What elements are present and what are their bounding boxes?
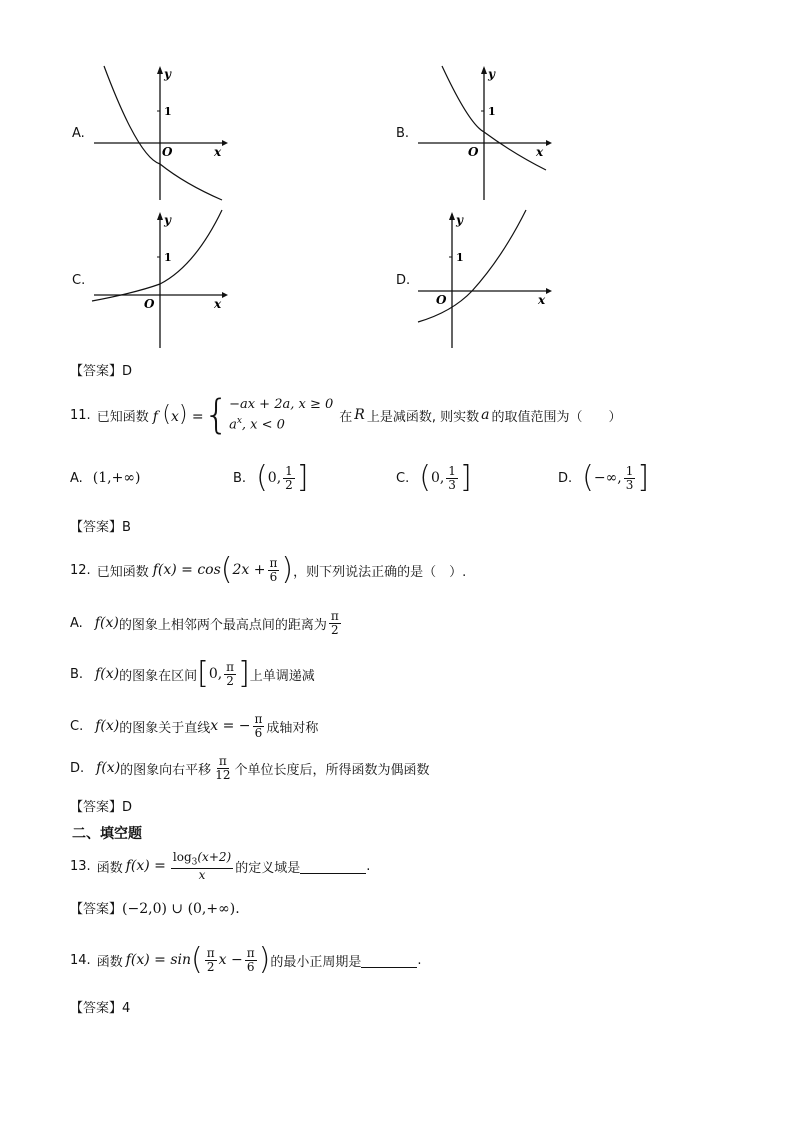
option-12-c bbox=[70, 706, 318, 746]
answer-value: D bbox=[122, 364, 133, 379]
text-fragment: 上是减函数, 则实数 bbox=[366, 409, 480, 425]
option-text: 成轴对称 bbox=[266, 720, 319, 736]
option-letter: A. bbox=[70, 470, 83, 486]
option-text: 的图象向右平移 bbox=[120, 762, 212, 778]
option-text: 的图象上相邻两个最高点间的距离为 bbox=[118, 617, 327, 633]
graph-b bbox=[414, 62, 554, 202]
question-13: 13. 函数 f(x) = $\frac{\log_3(x+2)}{x}$ 的定义域是 . bbox=[70, 849, 371, 882]
answer-value: 4 bbox=[122, 1001, 131, 1016]
answer-value: (−2,0) ∪ (0,+∞). bbox=[122, 901, 240, 917]
graph-c-tick: 1 bbox=[164, 251, 172, 264]
question-number: 14. bbox=[70, 952, 91, 968]
answer-label: 【答案】 bbox=[70, 1001, 123, 1016]
fraction-denominator: 2 bbox=[226, 673, 234, 688]
option-letter: D. bbox=[70, 760, 85, 776]
fraction-denominator: 3 bbox=[448, 477, 456, 492]
option-11-b: B. ( 0, $\frac{1}{2}$ ] bbox=[233, 460, 309, 495]
option-value: 0, bbox=[267, 470, 282, 486]
answer-value: B bbox=[122, 520, 131, 535]
answer-10 bbox=[70, 360, 132, 379]
fraction-denominator: 6 bbox=[269, 569, 278, 584]
graph-a-tick: 1 bbox=[164, 105, 172, 118]
graph-a-y-label: y bbox=[164, 67, 171, 81]
question-12: 12. 已知函数 f(x) = cos ( 2x + $\frac{\pi}{6}$ ) ，则下列说法正确的是（ ）. bbox=[70, 552, 467, 587]
question-text: 函数 bbox=[96, 954, 123, 970]
option-text: 上单调递减 bbox=[249, 668, 315, 684]
answer-label: 【答案】 bbox=[70, 364, 123, 379]
answer-value: D bbox=[122, 800, 133, 815]
option-letter: A. bbox=[70, 615, 83, 631]
variable-a: a bbox=[481, 407, 490, 423]
option-letter: B. bbox=[70, 666, 84, 682]
graph-c-origin: O bbox=[144, 297, 155, 311]
answer-label: 【答案】 bbox=[70, 902, 123, 917]
graph-d-y-label: y bbox=[456, 213, 463, 227]
option-value: 0, bbox=[208, 666, 223, 682]
option-text: 的图象关于直线 bbox=[119, 720, 211, 736]
fraction-numerator: π bbox=[206, 945, 215, 960]
function-expr: f(x) = sin bbox=[125, 952, 192, 968]
function-name: f(x) bbox=[94, 615, 119, 631]
option-value: (1,+∞) bbox=[92, 470, 141, 486]
fraction-numerator: π bbox=[218, 753, 227, 768]
option-letter: C. bbox=[396, 470, 410, 486]
fraction-denominator: x bbox=[198, 867, 206, 882]
question-number: 12. bbox=[70, 562, 91, 578]
case-2-exp: x bbox=[236, 415, 242, 426]
graph-a-x-label: x bbox=[214, 145, 222, 159]
fraction-numerator: 1 bbox=[285, 463, 293, 478]
set-r: R bbox=[354, 407, 365, 423]
case-2-rest: , x < 0 bbox=[241, 417, 285, 433]
option-value: 0, bbox=[430, 470, 445, 486]
graph-d-tick: 1 bbox=[456, 251, 464, 264]
graph-b-x-label: x bbox=[536, 145, 544, 159]
fraction-denominator: 2 bbox=[206, 959, 215, 974]
section-title: 二、填空题 bbox=[72, 826, 142, 842]
option-d-label: D. bbox=[396, 273, 411, 288]
graph-b-tick: 1 bbox=[488, 105, 496, 118]
fraction-denominator: 6 bbox=[254, 725, 263, 740]
option-b-label: B. bbox=[396, 126, 410, 141]
question-number: 11. bbox=[70, 407, 91, 423]
graph-c bbox=[90, 208, 230, 348]
fraction-denominator: 2 bbox=[285, 477, 293, 492]
question-text: 已知函数 bbox=[96, 564, 149, 580]
answer-11 bbox=[70, 516, 131, 535]
answer-label: 【答案】 bbox=[70, 800, 123, 815]
graph-c-y-label: y bbox=[164, 213, 171, 227]
fraction bbox=[171, 851, 233, 881]
fraction-numerator: π bbox=[226, 659, 235, 674]
text-fragment: 在 bbox=[339, 409, 353, 425]
fraction-denominator: 6 bbox=[246, 959, 255, 974]
case-1: −ax + 2a, x ≥ 0 bbox=[229, 397, 334, 413]
argument-expr: x − bbox=[218, 952, 243, 968]
fraction-numerator: π bbox=[246, 945, 255, 960]
answer-13 bbox=[70, 898, 240, 917]
fraction-numerator: π bbox=[269, 555, 278, 570]
question-14: 14. 函数 f(x) = sin ( $\frac{\pi}{2}$ x − $\frac{\pi}{6}$ ) 的最小正周期是 . bbox=[70, 942, 422, 977]
option-11-a bbox=[70, 458, 140, 498]
option-letter: D. bbox=[558, 470, 573, 486]
option-value: −∞, bbox=[593, 470, 622, 486]
function-name: f(x) bbox=[96, 760, 121, 776]
answer-blank[interactable] bbox=[361, 953, 417, 968]
graph-d-origin: O bbox=[436, 293, 447, 307]
log-symbol: log bbox=[172, 849, 192, 864]
fraction-denominator: 3 bbox=[625, 477, 634, 492]
function-expr: f(x) = bbox=[125, 858, 166, 874]
question-11: 11. 已知函数 f (x) = { −ax + 2a, x ≥ 0 $a^x$, x < 0 在 R 上是减函数, 则实数 a 的取值范围为（ ） bbox=[70, 392, 622, 438]
option-11-d: D. ( −∞, $\frac{1}{3}$ ] bbox=[558, 460, 650, 495]
graph-c-x-label: x bbox=[214, 297, 222, 311]
log-base: 3 bbox=[191, 857, 198, 868]
text-fragment: 的取值范围为（ ） bbox=[491, 409, 622, 425]
option-letter: C. bbox=[70, 718, 84, 734]
option-a-label: A. bbox=[72, 126, 85, 141]
fraction-denominator: 12 bbox=[215, 767, 231, 782]
option-12-a bbox=[70, 603, 343, 643]
case-2-base: a bbox=[229, 417, 237, 433]
text-fragment: ，则下列说法正确的是（ ）. bbox=[293, 564, 467, 580]
graph-a-origin: O bbox=[162, 145, 173, 159]
text-fragment: 的定义域是 bbox=[235, 860, 301, 876]
text-fragment: 的最小正周期是 bbox=[270, 954, 362, 970]
fraction-numerator: π bbox=[254, 711, 263, 726]
log-argument: (x+2) bbox=[197, 849, 232, 864]
graph-a bbox=[90, 62, 230, 202]
question-number: 13. bbox=[70, 858, 91, 874]
argument-expr: 2x + bbox=[232, 562, 266, 578]
equation: x = − bbox=[210, 718, 251, 734]
option-12-b: B. f(x) 的图象在区间 [ 0, $\frac{\pi}{2}$ ] 上单调递减 bbox=[70, 656, 315, 691]
graph-b-origin: O bbox=[468, 145, 479, 159]
option-12-d bbox=[70, 748, 429, 788]
option-text: 个单位长度后，所得函数为偶函数 bbox=[234, 762, 430, 778]
fraction-numerator: π bbox=[330, 608, 339, 623]
option-c-label: C. bbox=[72, 273, 86, 288]
graph-b-y-label: y bbox=[488, 67, 495, 81]
fraction-numerator: 1 bbox=[625, 463, 634, 478]
option-letter: B. bbox=[233, 470, 247, 486]
option-text: 的图象在区间 bbox=[119, 668, 198, 684]
answer-14 bbox=[70, 997, 130, 1016]
answer-label: 【答案】 bbox=[70, 520, 123, 535]
question-text: 函数 bbox=[96, 860, 123, 876]
fraction-denominator: 2 bbox=[330, 622, 339, 637]
function-name: f(x) bbox=[95, 718, 120, 734]
option-11-c: C. ( 0, $\frac{1}{3}$ ] bbox=[396, 460, 472, 495]
answer-12 bbox=[70, 796, 132, 815]
graph-d-x-label: x bbox=[538, 293, 546, 307]
fraction-numerator: 1 bbox=[448, 463, 456, 478]
piecewise-function: { −ax + 2a, x ≥ 0 $a^x$, x < 0 bbox=[203, 392, 334, 438]
graph-d bbox=[414, 208, 554, 348]
function-name: f(x) bbox=[95, 666, 120, 682]
function-expr: f(x) = cos bbox=[152, 562, 221, 578]
question-text: 已知函数 bbox=[96, 409, 149, 425]
answer-blank[interactable] bbox=[300, 859, 366, 874]
